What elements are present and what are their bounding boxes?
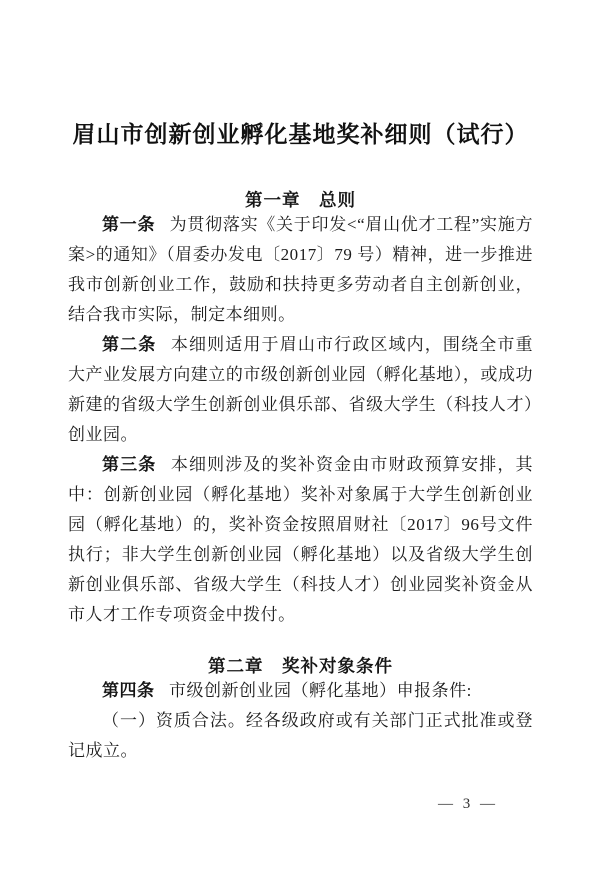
document-title: 眉山市创新创业孵化基地奖补细则（试行） — [72, 121, 529, 147]
article-1-text: 为贯彻落实《关于印发<“眉山优才工程”实施方案>的通知》（眉委办发电〔2017〕79 号）精神，进一步推进我市创新创业工作，鼓励和扶持更多劳动者自主创新创业，结合我市实际，制定本细则。 — [68, 215, 533, 324]
article-2-text: 本细则适用于眉山市行政区域内，围绕全市重大产业发展方向建立的市级创新创业园（孵化基地），或成功新建的省级大学生创新创业俱乐部、省级大学生（科技人才）创业园。 — [68, 335, 534, 444]
chapter-2-heading: 第二章 奖补对象条件 — [208, 656, 393, 676]
article-4-label: 第四条 — [102, 681, 155, 700]
article-4 — [68, 676, 533, 706]
article-1-label: 第一条 — [102, 215, 156, 234]
article-3 — [68, 450, 533, 630]
clause-item-1: （一）资质合法。经各级政府或有关部门正式批准或登记成立。 — [68, 711, 533, 760]
article-3-label: 第三条 — [102, 455, 157, 474]
article-1 — [68, 210, 533, 330]
chapter-1-heading: 第一章 总则 — [245, 190, 356, 210]
article-4-text: 市级创新创业园（孵化基地）申报条件: — [168, 681, 472, 700]
page-number: — 3 — — [438, 796, 498, 812]
article-3-text: 本细则涉及的奖补资金由市财政预算安排，其中：创新创业园（孵化基地）奖补对象属于大学生创新创业园（孵化基地）的，奖补资金按照眉财社〔2017〕96号文件执行；非大学生创新创业园（孵化基地）以及省级大学生创新创业俱乐部、省级大学生（科技人才）创业园奖补资金从市人才工作专项资金中拨付。 — [68, 455, 534, 624]
article-2 — [68, 330, 533, 450]
article-2-label: 第二条 — [102, 335, 157, 354]
